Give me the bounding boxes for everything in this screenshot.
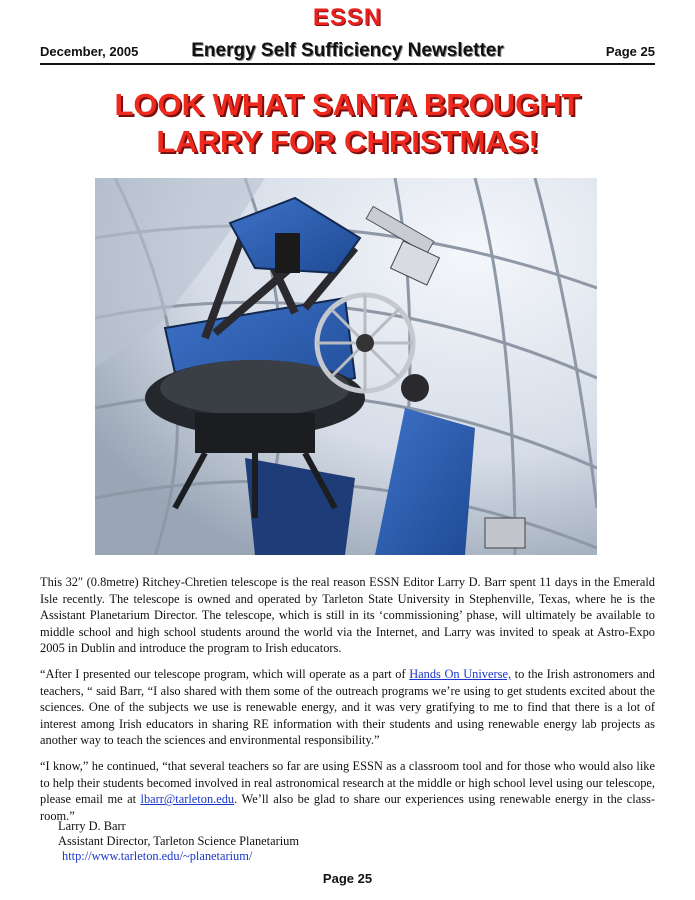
header-page-number: Page 25 xyxy=(605,44,655,59)
header-rule xyxy=(40,63,655,65)
article-paragraph-2 xyxy=(40,666,655,749)
footer-page-number: Page 25 xyxy=(322,871,373,886)
article-paragraph-1: This 32″ (0.8metre) Ritchey-Chretien telescope is the real reason ESSN Editor Larry D. Barr spent 11 days in the Emerald Isle recently. The telescope is owned and operated by Tarleton State University in Stephenville, Texas, where he is the Assistant Planetarium Director. The telescope, which is still in its ‘commissioning’ phase, will ultimately be available to middle school and high school students around the world via the Internet, and Larry was invited to speak at Astro-Expo 2005 in Dublin and introduce the program to Irish educators. xyxy=(40,575,655,656)
signature-name: Larry D. Barr xyxy=(58,819,126,833)
signature-role: Assistant Director, Tarleton Science Planetarium xyxy=(58,834,299,848)
page-header xyxy=(40,40,655,64)
planetarium-url-link[interactable]: http://www.tarleton.edu/~planetarium/ xyxy=(62,849,253,863)
telescope-illustration xyxy=(95,178,597,555)
hands-on-universe-link[interactable]: Hands On Universe, xyxy=(409,667,512,681)
newsletter-title: Energy Self Sufficiency Newsletter xyxy=(191,40,504,61)
p3-text-before: “I know,” he continued, “that several teachers so far are using ESSN as a classroom tool and for those who would also like to help their students becomed involved in real astronomical research at the middle or high school level using our telescope, please email me at xyxy=(40,759,655,807)
telescope-photo xyxy=(95,178,597,555)
p2-text-before: “After I presented our telescope program, which will operate as a part of xyxy=(40,667,410,681)
issue-date: December, 2005 xyxy=(40,44,139,59)
article-paragraph-3 xyxy=(40,758,655,824)
email-link[interactable]: lbarr@tarleton.edu xyxy=(140,792,235,807)
drive-motor xyxy=(401,374,429,402)
headline xyxy=(40,86,655,160)
p2-text-after: to the Irish astronomers and teachers, “ said Barr, “I also shared with them some of the outreach programs we’re using to get students excited about the sciences. One of the subjects we use is renewable energy, and it was very gratifying to me to find that there is a lot of interest among Irish educators in sharing RE information with their students and using renewable energy lab projects as another way to teach the sciences and environmental responsibility.” xyxy=(40,667,656,748)
declination-wheel xyxy=(317,295,413,391)
masthead-title: ESSN xyxy=(312,4,383,31)
headline-line-1: LOOK WHAT SANTA BROUGHT xyxy=(114,87,581,122)
headline-line-2: LARRY FOR CHRISTMAS! xyxy=(156,124,539,159)
p3-text-after: . We’ll also be glad to share our experiences using renewable energy in the class-room.” xyxy=(40,792,655,823)
